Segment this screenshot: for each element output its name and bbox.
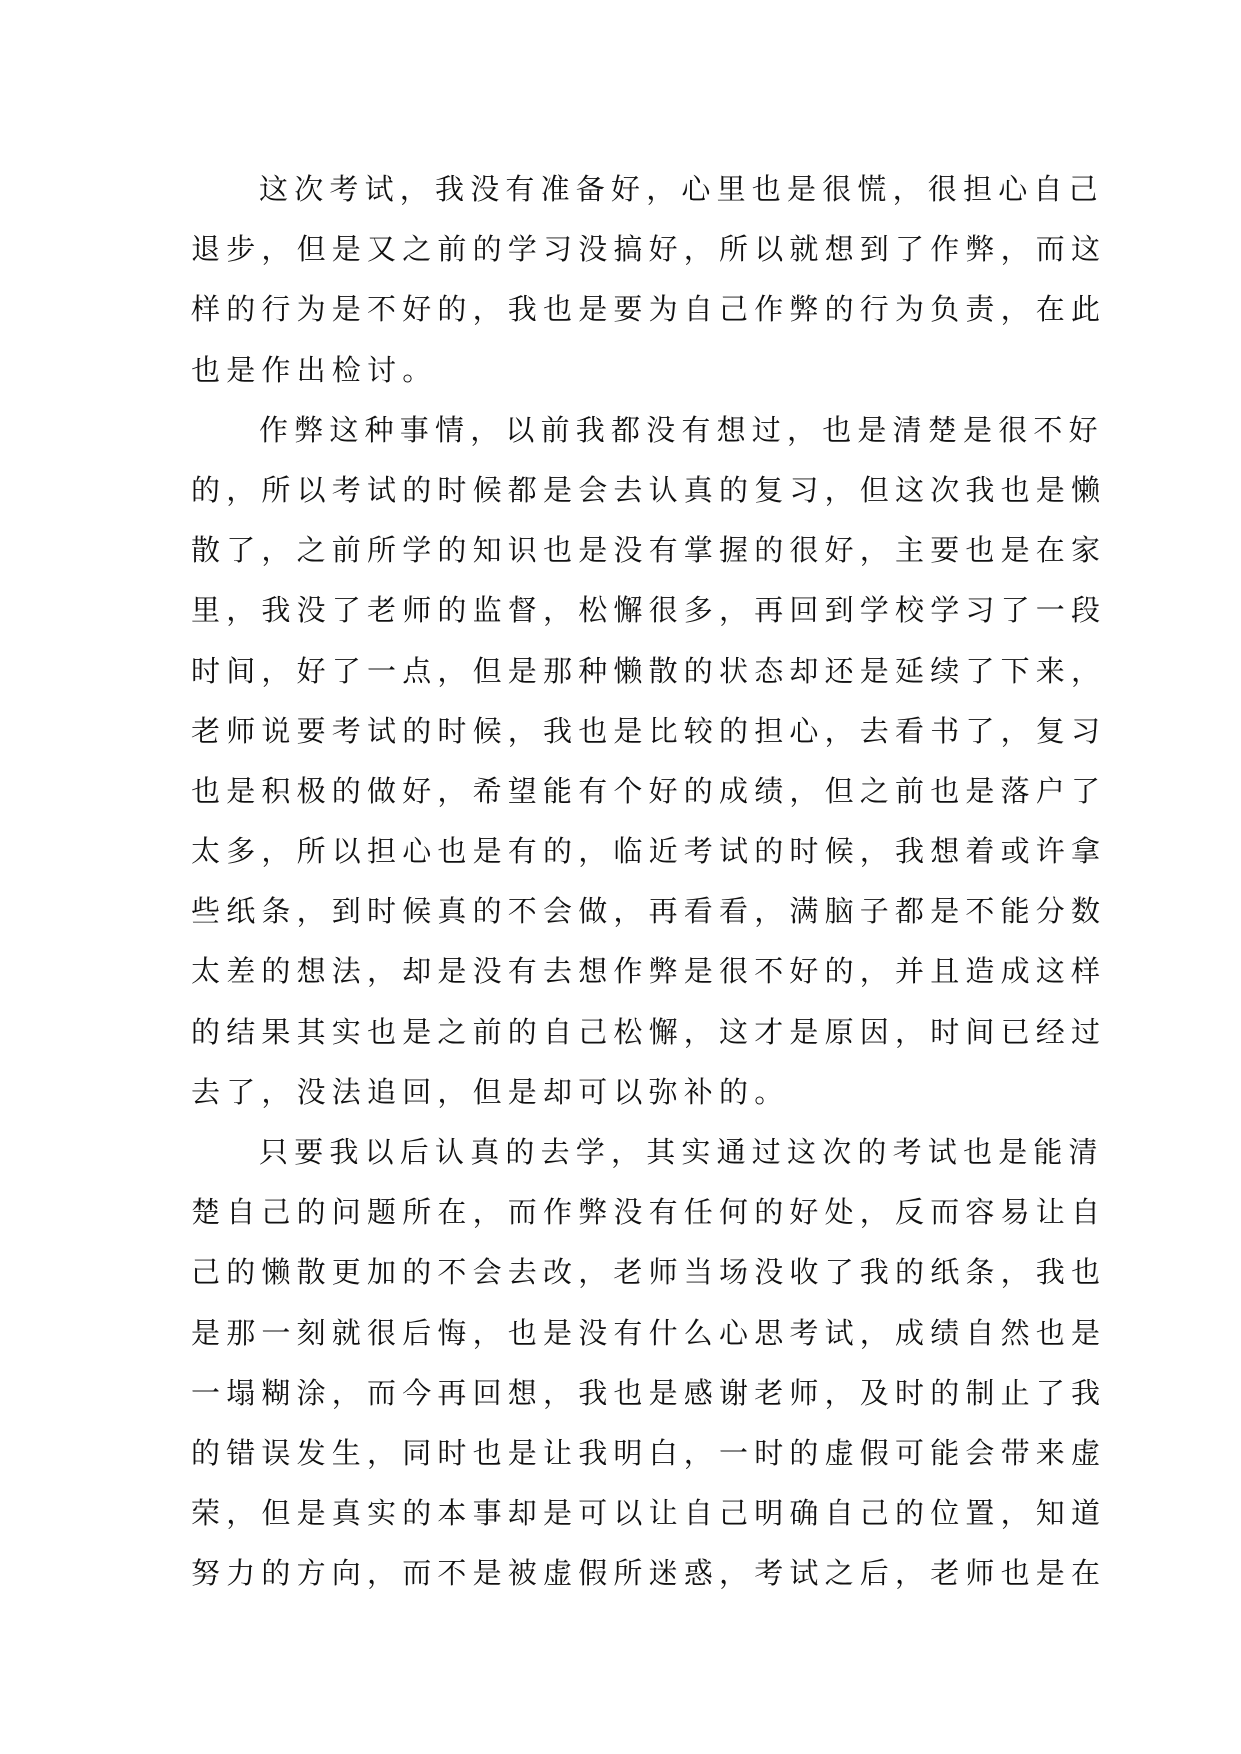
text-line: 是那一刻就很后悔，也是没有什么心思考试，成绩自然也是 <box>191 1315 1107 1350</box>
text-line: 荣，但是真实的本事却是可以让自己明确自己的位置，知道 <box>191 1496 1107 1531</box>
paragraph-3 <box>191 1122 1107 1604</box>
paragraph-1 <box>191 159 1107 400</box>
text-line: 也是作出检讨。 <box>191 352 438 387</box>
text-line: 去了，没法追回，但是却可以弥补的。 <box>191 1074 790 1109</box>
paragraph-2 <box>191 400 1107 1122</box>
text-line: 作弊这种事情，以前我都没有想过，也是清楚是很不好 <box>259 412 1104 447</box>
text-line: 一塌糊涂，而今再回想，我也是感谢老师，及时的制止了我 <box>191 1375 1107 1410</box>
text-line: 散了，之前所学的知识也是没有掌握的很好，主要也是在家 <box>191 533 1107 568</box>
text-line: 的，所以考试的时候都是会去认真的复习，但这次我也是懒 <box>191 472 1107 507</box>
text-line: 的结果其实也是之前的自己松懈，这才是原因，时间已经过 <box>191 1014 1107 1049</box>
text-line: 楚自己的问题所在，而作弊没有任何的好处，反而容易让自 <box>191 1195 1107 1230</box>
text-line: 些纸条，到时候真的不会做，再看看，满脑子都是不能分数 <box>191 894 1107 929</box>
text-line: 的错误发生，同时也是让我明白，一时的虚假可能会带来虚 <box>191 1435 1107 1470</box>
text-line: 这次考试，我没有准备好，心里也是很慌，很担心自己 <box>259 172 1104 206</box>
text-line: 里，我没了老师的监督，松懈很多，再回到学校学习了一段 <box>191 593 1107 628</box>
text-line: 老师说要考试的时候，我也是比较的担心，去看书了，复习 <box>191 713 1107 748</box>
text-line: 太多，所以担心也是有的，临近考试的时候，我想着或许拿 <box>191 834 1107 869</box>
text-line: 太差的想法，却是没有去想作弊是很不好的，并且造成这样 <box>191 954 1107 989</box>
text-line: 时间，好了一点，但是那种懒散的状态却还是延续了下来， <box>191 653 1107 688</box>
text-line: 退步，但是又之前的学习没搞好，所以就想到了作弊，而这 <box>191 232 1107 267</box>
text-line: 样的行为是不好的，我也是要为自己作弊的行为负责，在此 <box>191 292 1107 327</box>
text-line: 也是积极的做好，希望能有个好的成绩，但之前也是落户了 <box>191 773 1107 808</box>
text-line: 己的懒散更加的不会去改，老师当场没收了我的纸条，我也 <box>191 1255 1107 1290</box>
document-body <box>191 159 1107 1604</box>
text-line: 努力的方向，而不是被虚假所迷惑，考试之后，老师也是在 <box>191 1556 1107 1591</box>
text-line: 只要我以后认真的去学，其实通过这次的考试也是能清 <box>259 1135 1104 1169</box>
